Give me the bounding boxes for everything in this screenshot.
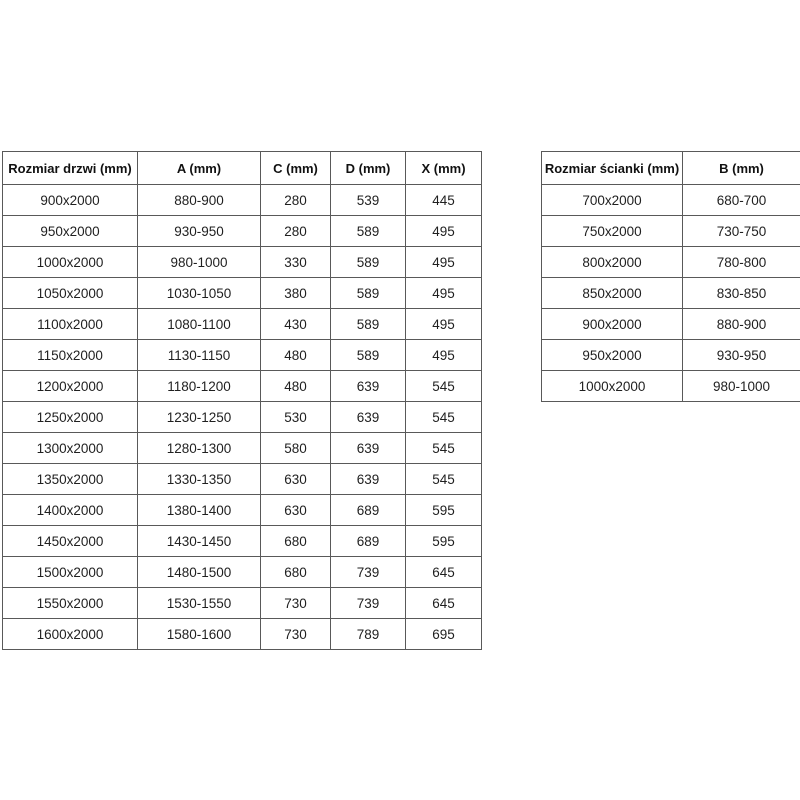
table-row: [3, 371, 482, 402]
table-cell: 430: [261, 309, 331, 340]
table-row: [3, 464, 482, 495]
table-row: [542, 216, 800, 247]
table-cell: 545: [406, 371, 482, 402]
table-row: [3, 216, 482, 247]
table-cell: 1330-1350: [138, 464, 261, 495]
table-cell: 495: [406, 309, 482, 340]
table-cell: 1080-1100: [138, 309, 261, 340]
header-row: [3, 152, 482, 185]
table-cell: 539: [331, 185, 406, 216]
table-cell: 730-750: [683, 216, 800, 247]
table-row: [3, 247, 482, 278]
table-cell: 530: [261, 402, 331, 433]
table-cell: 900x2000: [3, 185, 138, 216]
table-cell: 950x2000: [542, 340, 683, 371]
table-cell: 730: [261, 619, 331, 650]
table-cell: 930-950: [683, 340, 800, 371]
table-row: [542, 309, 800, 340]
column-header: C (mm): [261, 152, 331, 185]
table-cell: 1500x2000: [3, 557, 138, 588]
table-cell: 545: [406, 433, 482, 464]
table-row: [3, 340, 482, 371]
table-cell: 545: [406, 402, 482, 433]
table-cell: 480: [261, 371, 331, 402]
table-cell: 330: [261, 247, 331, 278]
table-cell: 850x2000: [542, 278, 683, 309]
table-cell: 589: [331, 309, 406, 340]
column-header: Rozmiar ścianki (mm): [542, 152, 683, 185]
column-header: B (mm): [683, 152, 800, 185]
table-cell: 1050x2000: [3, 278, 138, 309]
table-cell: 680: [261, 526, 331, 557]
table-cell: 495: [406, 340, 482, 371]
table-cell: 1250x2000: [3, 402, 138, 433]
table-cell: 1300x2000: [3, 433, 138, 464]
table-cell: 639: [331, 433, 406, 464]
table-cell: 1430-1450: [138, 526, 261, 557]
table-cell: 639: [331, 464, 406, 495]
table-cell: 1200x2000: [3, 371, 138, 402]
table-cell: 980-1000: [138, 247, 261, 278]
column-header: X (mm): [406, 152, 482, 185]
table-cell: 689: [331, 495, 406, 526]
table-cell: 1030-1050: [138, 278, 261, 309]
table-cell: 750x2000: [542, 216, 683, 247]
table-cell: 445: [406, 185, 482, 216]
table-cell: 1600x2000: [3, 619, 138, 650]
table-cell: 900x2000: [542, 309, 683, 340]
column-header: Rozmiar drzwi (mm): [3, 152, 138, 185]
table-cell: 1000x2000: [542, 371, 683, 402]
table-cell: 280: [261, 185, 331, 216]
table-cell: 589: [331, 247, 406, 278]
table-cell: 645: [406, 557, 482, 588]
table-cell: 589: [331, 216, 406, 247]
table-cell: 950x2000: [3, 216, 138, 247]
table-cell: 1530-1550: [138, 588, 261, 619]
table-row: [3, 619, 482, 650]
table-cell: 589: [331, 340, 406, 371]
column-header: A (mm): [138, 152, 261, 185]
table-cell: 880-900: [683, 309, 800, 340]
table-cell: 880-900: [138, 185, 261, 216]
table-cell: 595: [406, 495, 482, 526]
table-cell: 589: [331, 278, 406, 309]
table-cell: 689: [331, 526, 406, 557]
table-cell: 1150x2000: [3, 340, 138, 371]
table-cell: 700x2000: [542, 185, 683, 216]
table-cell: 780-800: [683, 247, 800, 278]
table-row: [3, 185, 482, 216]
table-row: [542, 247, 800, 278]
table-cell: 545: [406, 464, 482, 495]
table-cell: 1280-1300: [138, 433, 261, 464]
table-cell: 730: [261, 588, 331, 619]
table-cell: 1450x2000: [3, 526, 138, 557]
table-cell: 980-1000: [683, 371, 800, 402]
table-row: [3, 278, 482, 309]
table-cell: 1130-1150: [138, 340, 261, 371]
table-cell: 789: [331, 619, 406, 650]
table-cell: 800x2000: [542, 247, 683, 278]
door-size-table: [2, 151, 482, 650]
table-row: [542, 185, 800, 216]
table-cell: 380: [261, 278, 331, 309]
table-cell: 1380-1400: [138, 495, 261, 526]
table-cell: 695: [406, 619, 482, 650]
table-cell: 1100x2000: [3, 309, 138, 340]
table-row: [3, 526, 482, 557]
table-cell: 739: [331, 557, 406, 588]
table-cell: 495: [406, 216, 482, 247]
table-cell: 1480-1500: [138, 557, 261, 588]
table-row: [542, 278, 800, 309]
table-cell: 1580-1600: [138, 619, 261, 650]
table-row: [542, 340, 800, 371]
table-row: [3, 557, 482, 588]
table-cell: 830-850: [683, 278, 800, 309]
table-cell: 639: [331, 402, 406, 433]
table-cell: 639: [331, 371, 406, 402]
table-row: [542, 371, 800, 402]
table-row: [3, 588, 482, 619]
table-cell: 1000x2000: [3, 247, 138, 278]
table-cell: 495: [406, 247, 482, 278]
table-row: [3, 309, 482, 340]
table-cell: 1550x2000: [3, 588, 138, 619]
table-cell: 739: [331, 588, 406, 619]
table-cell: 930-950: [138, 216, 261, 247]
table-cell: 1400x2000: [3, 495, 138, 526]
table-row: [3, 495, 482, 526]
table-cell: 280: [261, 216, 331, 247]
table-cell: 580: [261, 433, 331, 464]
table-row: [3, 402, 482, 433]
column-header: D (mm): [331, 152, 406, 185]
table-cell: 680-700: [683, 185, 800, 216]
table-cell: 595: [406, 526, 482, 557]
table-cell: 480: [261, 340, 331, 371]
table-cell: 680: [261, 557, 331, 588]
header-row: [542, 152, 800, 185]
table-cell: 645: [406, 588, 482, 619]
table-cell: 495: [406, 278, 482, 309]
table-cell: 630: [261, 464, 331, 495]
table-cell: 630: [261, 495, 331, 526]
table-cell: 1230-1250: [138, 402, 261, 433]
table-cell: 1350x2000: [3, 464, 138, 495]
table-row: [3, 433, 482, 464]
wall-panel-size-table: [541, 151, 800, 402]
table-cell: 1180-1200: [138, 371, 261, 402]
